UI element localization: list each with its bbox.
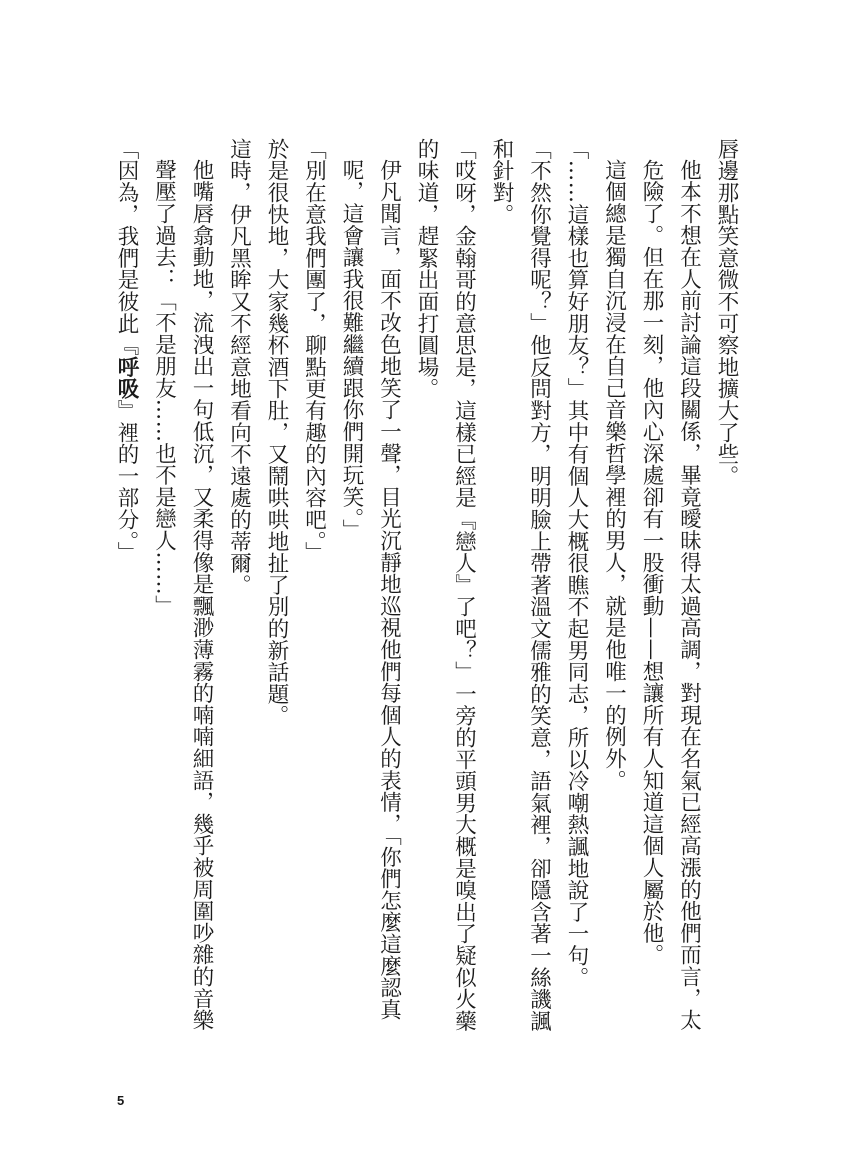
paragraph: 「不然你覺得呢？」他反問對方，明明臉上帶著溫文儒雅的笑意，語氣裡，卻隱含著一絲譏諷和針對。 (489, 138, 552, 1032)
final-text-before: 「因為，我們是彼此『 (114, 138, 139, 356)
paragraph: 這個總是獨自沉浸在自己音樂哲學裡的男人，就是他唯一的例外。 (601, 159, 627, 792)
final-text-after: 』裡的一部分。」 (114, 399, 139, 564)
paragraph: 這時，伊凡黑眸又不經意地看向不遠處的蒂爾。 (226, 138, 252, 596)
vertical-text-body (114, 138, 745, 1038)
emphasized-word: 呼吸 (114, 356, 139, 400)
paragraph: 伊凡聞言，面不改色地笑了一聲，目光沉靜地巡視他們每個人的表情，「你們怎麼這麼認真呢，這會讓我很難繼續跟你們開玩笑。」 (339, 159, 402, 1021)
paragraph: 「哎呀，金翰哥的意思是，這樣已經是『戀人』了吧？」一旁的平頭男大概是嗅出了疑似火藥的味道，趕緊出面打圓場。 (414, 138, 477, 1032)
paragraph: 「……這樣也算好朋友？」其中有個人大概很瞧不起男同志，所以冷嘲熱諷地說了一句。 (564, 138, 589, 989)
paragraph: 「別在意我們團了，聊點更有趣的內容吧。」 (301, 138, 327, 564)
paragraph: 唇邊那點笑意微不可察地擴大了些。 (714, 138, 739, 487)
paragraph: 他嘴唇翕動地，流洩出一句低沉，又柔得像是飄渺薄霧的喃喃細語，幾乎被周圍吵雜的音樂聲壓了過去：「不是朋友……也不是戀人……」 (151, 159, 214, 1031)
paragraph: 於是很快地，大家幾杯酒下肚，又鬧哄哄地扯了別的新話題。 (264, 138, 289, 727)
page-number: 5 (117, 1093, 125, 1108)
paragraph-final (108, 138, 146, 1038)
paragraph: 他本不想在人前討論這段關係，畢竟曖昧得太過高調，對現在名氣已經高漲的他們而言，太危險了。但在那一刻，他內心深處卻有一股衝動——想讓所有人知道這個人屬於他。 (639, 159, 702, 1031)
